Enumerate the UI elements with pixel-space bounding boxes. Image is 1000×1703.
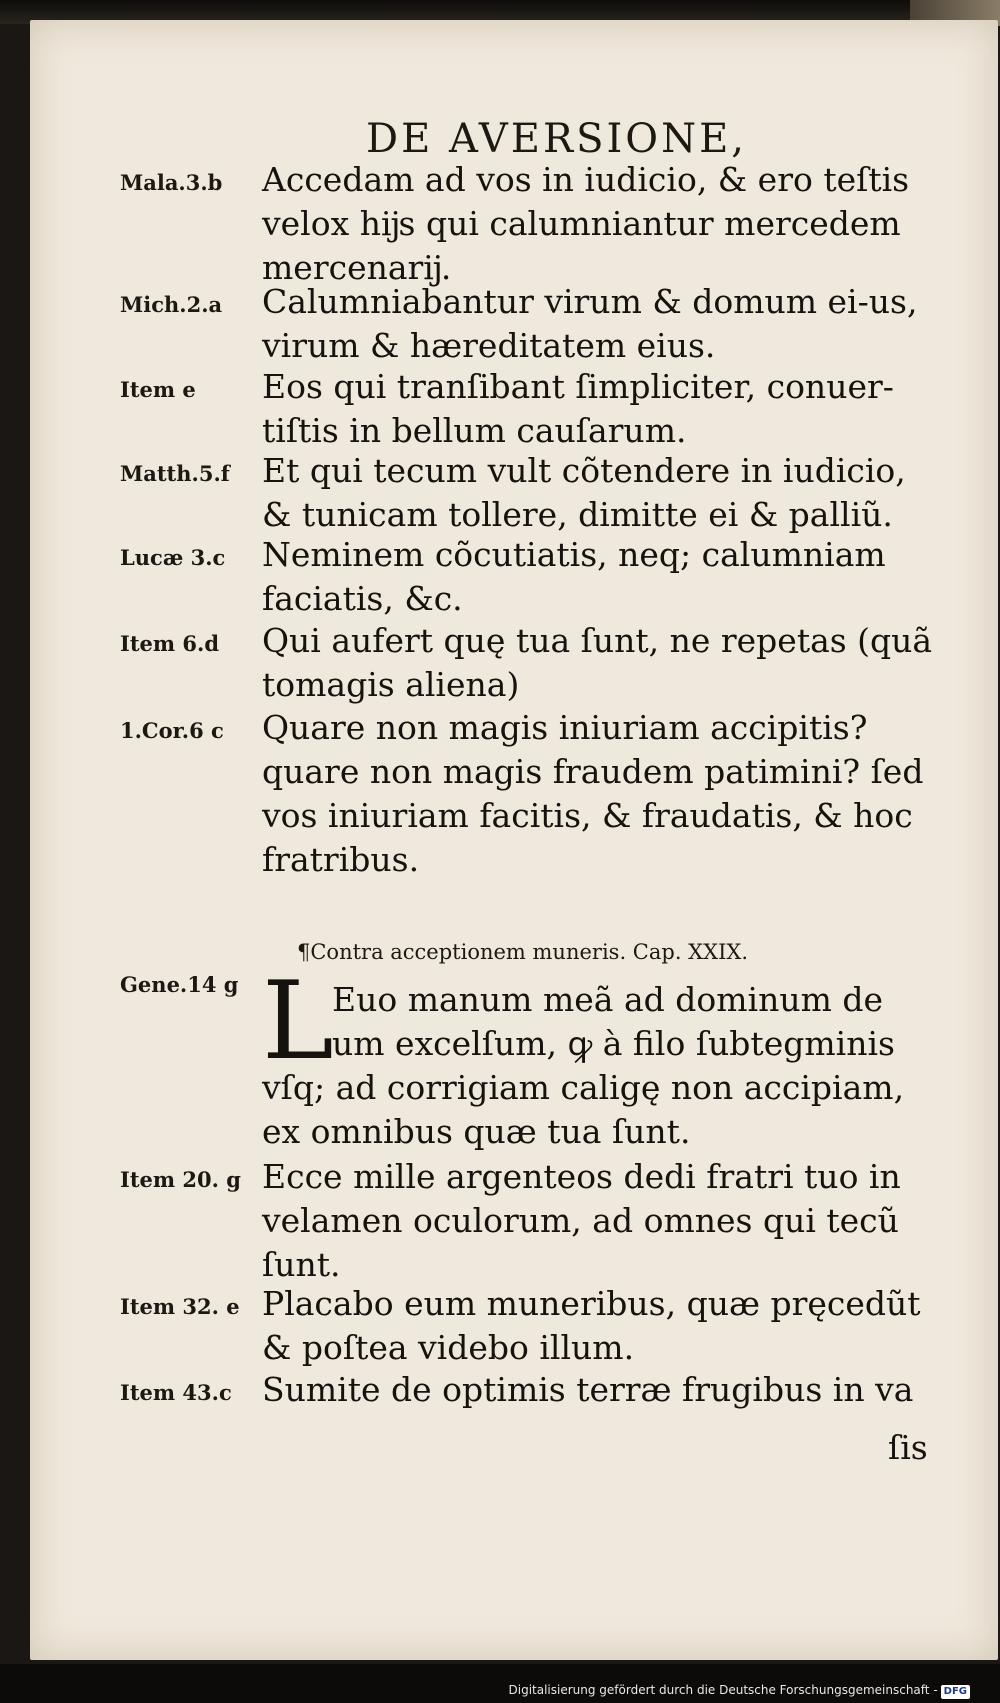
marginal-reference: Item 32. e — [120, 1294, 240, 1319]
entry-text: Accedam ad vos in iudicio, & ero teſtis velox hĳs qui calumniantur mercedem mercenarĳ. — [262, 160, 910, 287]
marginal-reference: Item 20. g — [120, 1167, 241, 1192]
drop-capital: L — [262, 959, 334, 1084]
chapter-line: Euo manum meã ad dominum de — [332, 980, 884, 1019]
chapter-heading: ¶Contra acceptionem muneris. Cap. XXIX. — [297, 940, 748, 964]
marginal-reference: Mala.3.b — [120, 170, 223, 195]
running-head: DE AVERSIONE, — [366, 116, 747, 162]
entry-text: Placabo eum muneribus, quæ pręcedũt & poſtea videbo illum. — [262, 1284, 921, 1367]
chapter-opening-text — [262, 978, 942, 1154]
entry-text: Sumite de optimis terræ frugibus in va — [262, 1370, 914, 1409]
marginal-reference: Item 43.c — [120, 1380, 232, 1405]
entry-text: Neminem cõcutiatis, neq; calumniam faciatis, &c. — [262, 535, 886, 618]
chapter-line: ex omnibus quæ tua ſunt. — [262, 1112, 691, 1151]
marginal-reference: Mich.2.a — [120, 292, 223, 317]
entry-text: Et qui tecum vult cõtendere in iudicio, & tunicam tollere, dimitte ei & palliũ. — [262, 451, 906, 534]
marginal-reference: Lucæ 3.c — [120, 545, 226, 570]
entry-text: Calumniabantur virum & domum ei-us, virum & hæreditatem eius. — [262, 282, 918, 365]
funding-note — [509, 1683, 971, 1699]
catchword: ſis — [888, 1428, 928, 1467]
marginal-reference: Matth.5.f — [120, 461, 230, 486]
entry-text: Eos qui tranſibant ſimpliciter, conuer-tiſtis in bellum cauſarum. — [262, 367, 894, 450]
funding-text: Digitalisierung gefördert durch die Deutsche Forschungsgemeinschaft - — [508, 1683, 938, 1697]
marginal-reference: 1.Cor.6 c — [120, 718, 224, 743]
marginal-reference: Gene.14 g — [120, 972, 239, 997]
entry-text: Quare non magis iniuriam accipitis? quare non magis fraudem patimini? ſed vos iniuriam facitis, & fraudatis, & hoc fratribus. — [262, 708, 924, 879]
entry-text: Ecce mille argenteos dedi fratri tuo in velamen oculorum, ad omnes qui tecũ ſunt. — [262, 1157, 901, 1284]
dfg-logo: DFG — [941, 1685, 970, 1699]
chapter-line: um excelſum, ꝙ à filo ſubtegminis — [332, 1024, 895, 1063]
entry-text: Qui aufert quę tua ſunt, ne repetas (quã tomagis aliena) — [262, 621, 933, 704]
chapter-line: vſq; ad corrigiam caligę non accipiam, — [262, 1068, 905, 1107]
marginal-reference: Item e — [120, 377, 196, 402]
marginal-reference: Item 6.d — [120, 631, 220, 656]
